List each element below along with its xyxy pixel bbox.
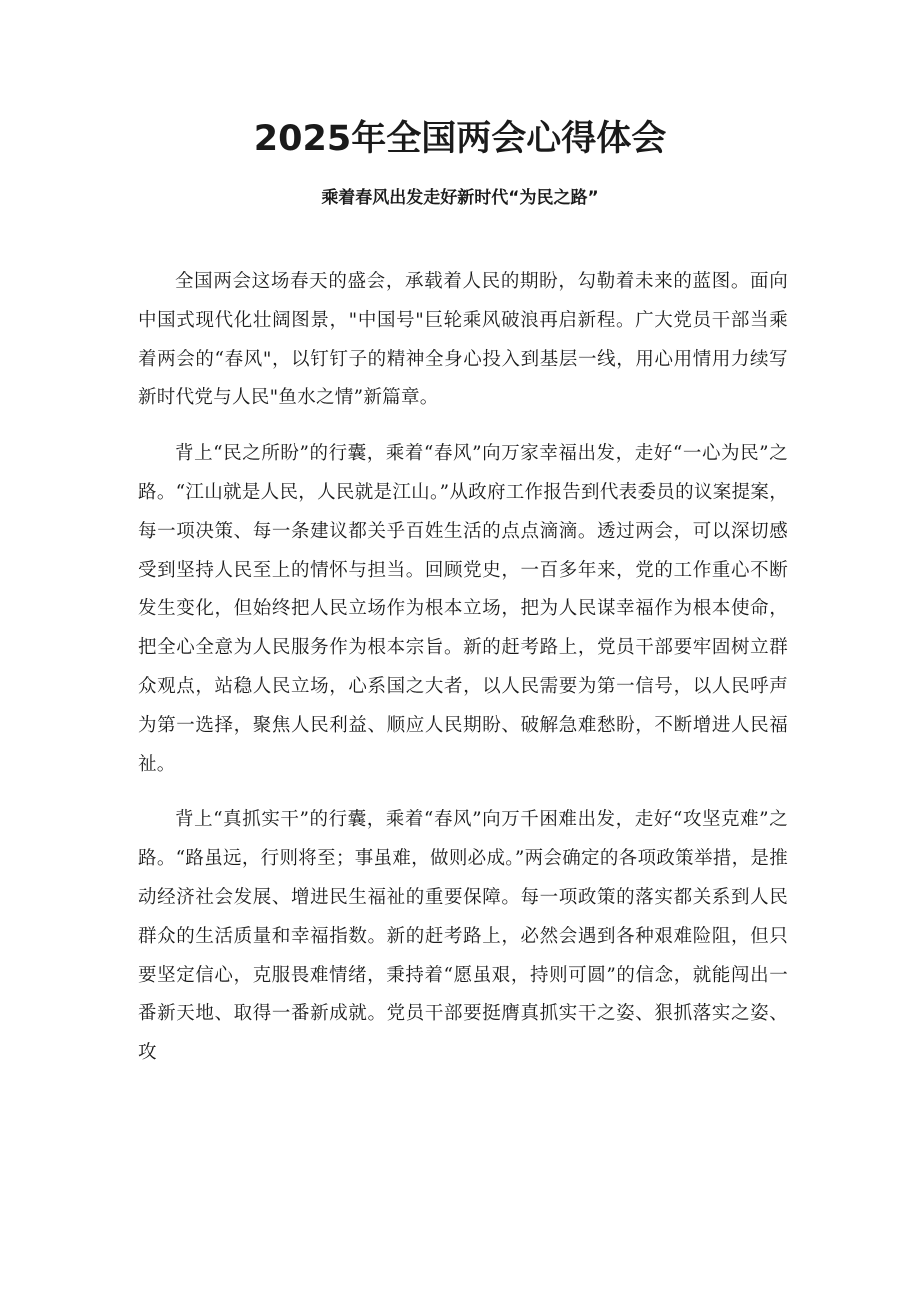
document-subtitle: 乘着春风出发走好新时代“为民之路” bbox=[321, 188, 599, 208]
paragraph-1: 全国两会这场春天的盛会，承载着人民的期盼，勾勒着未来的蓝图。面向中国式现代化壮阔图景，"中国号"巨轮乘风破浪再启新程。广大党员干部当乘着两会的“春风"，以钉钉子的精神全身心投入到基层一线，用心用情用力续写新时代党与人民"鱼水之情”新篇章。 bbox=[138, 271, 788, 409]
paragraph-2: 背上“民之所盼”的行囊，乘着“春风”向万家幸福出发，走好“一心为民”之路。“江山就是人民，人民就是江山。”从政府工作报告到代表委员的议案提案，每一项决策、每一条建议都关乎百姓生活的点点滴滴。透过两会，可以深切感受到坚持人民至上的情怀与担当。回顾党史，一百多年来，党的工作重心不断发生变化，但始终把人民立场作为根本立场，把为人民谋幸福作为根本使命，把全心全意为人民服务作为根本宗旨。新的赶考路上，党员干部要牢固树立群众观点，站稳人民立场，心系国之大者，以人民需要为第一信号，以人民呼声为第一选择，聚焦人民利益、顺应人民期盼、破解急难愁盼，不断增进人民福祉。 bbox=[138, 443, 788, 775]
document-body bbox=[138, 263, 788, 1073]
document-title: 2025年全国两会心得体会 bbox=[253, 119, 667, 159]
paragraph-3: 背上“真抓实干”的行囊，乘着“春风”向万千困难出发，走好“攻坚克难”之路。“路虽远，行则将至；事虽难，做则必成。”两会确定的各项政策举措，是推动经济社会发展、增进民生福祉的重要保障。每一项政策的落实都关系到人民群众的生活质量和幸福指数。新的赶考路上，必然会遇到各种艰难险阻，但只要坚定信心，克服畏难情绪，秉持着“愿虽艰，持则可圆”的信念，就能闯出一番新天地、取得一番新成就。党员干部要挺膺真抓实干之姿、狠抓落实之姿、攻 bbox=[138, 809, 788, 1064]
